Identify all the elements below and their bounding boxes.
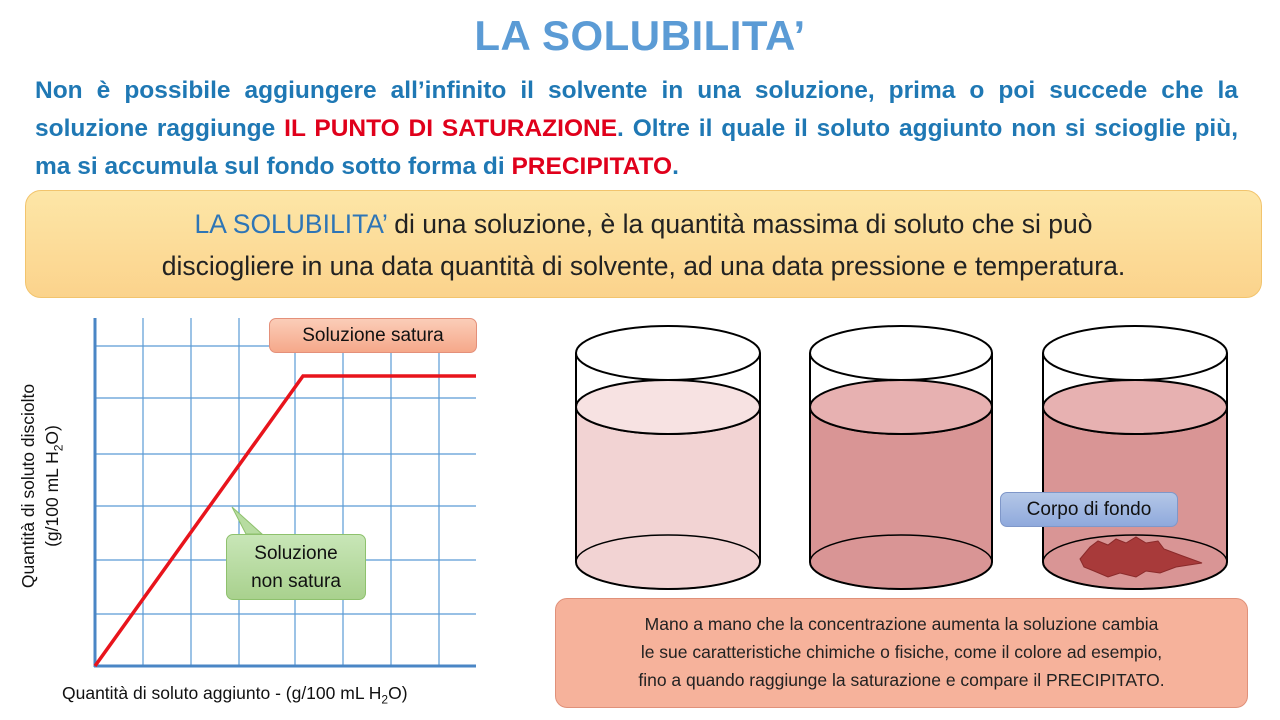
beakers-illustration — [560, 315, 1260, 590]
intro-text-1: Non è possibile aggiungere all’infinito il solvente in una soluzione, prima o poi succede che la soluzione raggiunge — [35, 77, 1238, 142]
note-line-2: le sue caratteristiche chimiche o fisiche, come il colore ad esempio, — [640, 642, 1163, 662]
definition-line-1 — [26, 203, 1261, 245]
beaker-saturated — [810, 326, 992, 589]
precipitate-highlight: PRECIPITATO — [511, 153, 673, 180]
unsaturated-callout-pointer — [232, 507, 262, 534]
y-axis-unit-sub: 2 — [51, 444, 66, 452]
y-axis-unit-post: O) — [41, 425, 62, 445]
beaker-with-precipitate — [1043, 326, 1227, 589]
definition-line-2: disciogliere in una data quantità di solvente, ad una data pressione e temperatura. — [161, 251, 1126, 281]
intro-text-2: . Oltre il quale il soluto aggiunto non si scioglie più, ma si accumula sul fondo sotto forma di — [35, 115, 1238, 180]
y-axis-unit-pre: (g/100 mL H — [41, 451, 62, 547]
unsaturated-solution-callout — [226, 534, 366, 600]
y-axis-label-line-2 — [40, 346, 71, 626]
concentration-note-box — [555, 598, 1248, 708]
saturated-solution-callout: Soluzione satura — [269, 318, 477, 353]
definition-box — [25, 190, 1262, 298]
x-axis-unit-sub: 2 — [381, 692, 389, 707]
unsaturated-callout-line-2: non satura — [251, 571, 341, 592]
intro-paragraph — [35, 72, 1238, 186]
definition-text-1: di una soluzione, è la quantità massima di soluto che si può — [386, 209, 1093, 239]
y-axis-label-line-1: Quantità di soluto disciolto — [17, 383, 38, 589]
note-line-3: fino a quando raggiunge la saturazione e compare il PRECIPITATO. — [638, 670, 1165, 690]
note-line-1: Mano a mano che la concentrazione aumenta la soluzione cambia — [644, 614, 1159, 634]
chart-grid — [95, 318, 476, 666]
saturation-point-highlight: IL PUNTO DI SATURAZIONE — [284, 115, 618, 142]
x-axis-label-pre: Quantità di soluto aggiunto - (g/100 mL H — [62, 683, 382, 703]
x-axis-label-post: O) — [388, 683, 408, 703]
precipitate-callout: Corpo di fondo — [1000, 492, 1178, 527]
y-axis-label — [16, 346, 71, 626]
definition-term: LA SOLUBILITA’ — [194, 209, 387, 239]
solubility-curve — [95, 376, 476, 666]
solubility-chart — [0, 300, 560, 720]
beaker-unsaturated-light — [576, 326, 760, 589]
page-title: LA SOLUBILITA’ — [474, 12, 806, 59]
intro-text-3: . — [672, 153, 679, 180]
x-axis-label — [62, 683, 512, 707]
unsaturated-callout-line-1: Soluzione — [254, 543, 338, 564]
